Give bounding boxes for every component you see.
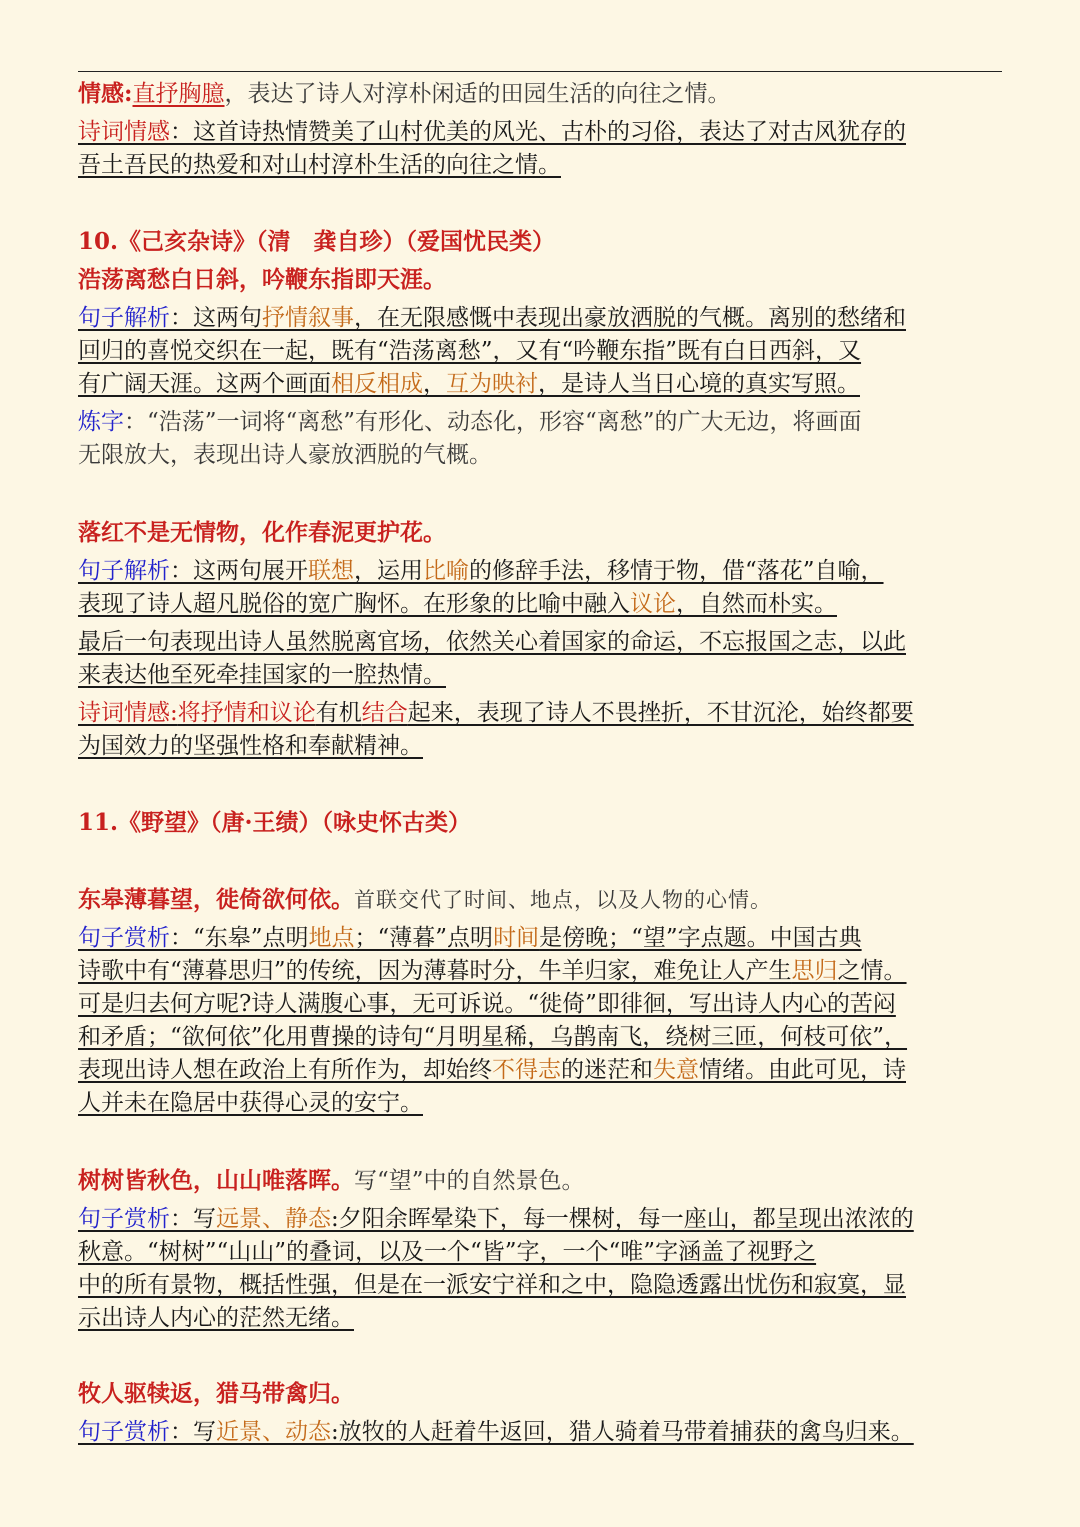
poem-11-appreciation-3: 句子赏析：写近景、动态:放牧的人赶着牛返回，猎人骑着马带着捕获的禽鸟归来。 (78, 1419, 914, 1445)
section-title: 11.《野望》（唐·王绩）（咏史怀古类） (78, 809, 472, 836)
analysis-label: 句子解析 (78, 558, 170, 584)
poem-10-line2 (78, 516, 1004, 549)
prev-emotion-block (78, 77, 1004, 110)
verse-line: 树树皆秋色，山山唯落晖。 (78, 1167, 354, 1194)
poem-11-line2: 树树皆秋色，山山唯落晖。写“望”中的自然景色。 (78, 1167, 585, 1194)
poem-11-appreciation-2: 句子赏析：写远景、静态:夕阳余晖晕染下，每一棵树，每一座山，都呈现出浓浓的 秋意。“树树”“山山”的叠词，以及一个“皆”字，一个“唯”字涵盖了视野之 中的所有景物，概括性强，但是在一派安宁祥和之中，隐隐透露出忧伤和寂寞，显 示出诗人内心的茫然无绪。 (78, 1206, 914, 1331)
poem-10-line1 (78, 263, 1004, 296)
poem-10-emotion: 诗词情感:将抒情和议论有机结合起来，表现了诗人不畏挫折，不甘沉沦，始终都要 为国效力的坚强性格和奉献精神。 (78, 700, 914, 759)
lianzi-label: 炼字 (78, 409, 124, 435)
shici-qinggan-label: 诗词情感 (78, 119, 170, 145)
poem-10-title (78, 225, 1004, 258)
qinggan-label: 情感 (78, 80, 124, 107)
poem-10-lianzi: 炼字：“浩荡”一词将“离愁”有形化、动态化，形容“离愁”的广大无边，将画面 无限放大，表现出诗人豪放洒脱的气概。 (78, 409, 862, 468)
prev-poem-emotion: 诗词情感：这首诗热情赞美了山村优美的风光、古朴的习俗，表达了对古风犹存的 吾土吾民的热爱和对山村淳朴生活的向往之情。 (78, 119, 906, 178)
section-title: 10.《己亥杂诗》（清 龚自珍）（爱国忧民类） (78, 228, 556, 255)
verse-line: 牧人驱犊返，猎马带禽归。 (78, 1380, 354, 1407)
appreciation-label: 句子赏析 (78, 1419, 170, 1445)
appreciation-label: 句子赏析 (78, 1206, 170, 1232)
verse-line: 东皋薄暮望，徙倚欲何依。 (78, 886, 354, 913)
poem-10-last-line: 最后一句表现出诗人虽然脱离官场，依然关心着国家的命运，不忘报国之志，以此 来表达他至死牵挂国家的一腔热情。 (78, 629, 906, 688)
verse-line: 浩荡离愁白日斜，吟鞭东指即天涯。 (78, 266, 446, 293)
top-rule (78, 71, 1002, 72)
poem-11-appreciation: 句子赏析：“东皋”点明地点；“薄暮”点明时间是傍晚；“望”字点题。中国古典 诗歌中有“薄暮思归”的传统，因为薄暮时分，牛羊归家，难免让人产生思归之情。 可是归去何方呢?诗人满腹心事，无可诉说。“徙倚”即徘徊，写出诗人内心的苦闷 和矛盾；“欲何依”化用曹操的诗句“月明星稀，乌鹊南飞，绕树三匝，何枝可依”， 表现出诗人想在政治上有所作为，却始终不得志的迷茫和失意情绪。由此可见，诗 人并未在隐居中获得心灵的安宁。 (78, 925, 908, 1116)
appreciation-label: 句子赏析 (78, 925, 170, 951)
analysis-label: 句子解析 (78, 305, 170, 331)
poem-11-title (78, 806, 1004, 839)
poem-10-analysis: 句子解析：这两句抒情叙事，在无限感慨中表现出豪放洒脱的气概。离别的愁绪和 回归的喜悦交织在一起，既有“浩荡离愁”，又有“吟鞭东指”既有白日西斜，又 有广阔天涯。这两个画面相反相成，互为映衬，是诗人当日心境的真实写照。 (78, 305, 906, 397)
highlight: 直抒胸臆 (132, 81, 225, 107)
shici-qinggan-label: 诗词情感 (78, 700, 170, 726)
verse-line: 落红不是无情物，化作春泥更护花。 (78, 519, 446, 546)
poem-11-line1: 东皋薄暮望，徙倚欲何依。首联交代了时间、地点，以及人物的心情。 (78, 886, 772, 913)
poem-11-line3 (78, 1377, 1004, 1410)
qinggan-line: 情感:直抒胸臆，表达了诗人对淳朴闲适的田园生活的向往之情。 (78, 80, 731, 107)
poem-10-analysis-2: 句子解析：这两句展开联想，运用比喻的修辞手法，移情于物，借“落花”自喻， 表现了诗人超凡脱俗的宽广胸怀。在形象的比喻中融入议论，自然而朴实。 (78, 558, 884, 617)
